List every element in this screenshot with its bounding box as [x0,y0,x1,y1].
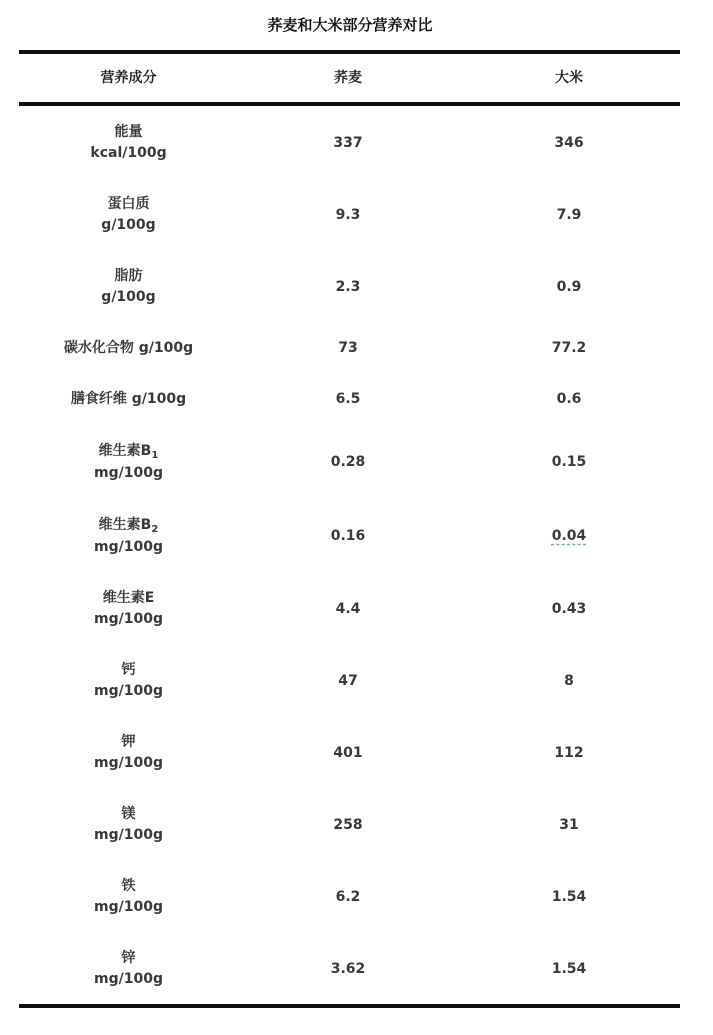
buckwheat-value: 337 [333,134,363,151]
nutrient-cell [19,107,238,179]
rice-value: 1.54 [551,960,587,977]
nutrient-name: 能量 [114,124,143,140]
nutrient-name: 钾 [121,734,136,750]
nutrient-cell [19,861,238,933]
nutrient-cell [19,373,238,425]
nutrient-unit: mg/100g [94,538,163,555]
rice-value: 0.9 [556,278,582,295]
rice-value: 77.2 [551,339,587,356]
buckwheat-value: 3.62 [330,960,366,977]
nutrient-unit: g/100g [101,289,156,305]
table-row [19,425,680,499]
nutrient-name: 锌 [121,950,136,966]
nutrient-name: 镁 [121,806,136,822]
nutrient-name: 铁 [121,878,136,894]
buckwheat-value: 2.3 [335,278,361,295]
nutrient-subscript: 1 [151,449,159,461]
rice-value: 0.43 [551,600,587,617]
nutrient-unit: mg/100g [94,683,163,699]
buckwheat-value: 401 [333,744,363,761]
nutrient-subscript: 2 [151,523,159,535]
table-row [19,933,680,1005]
nutrient-unit: g/100g [101,217,156,233]
header-rice: 大米 [555,69,583,86]
nutrient-name: 蛋白质 [107,196,150,212]
table-bottom-rule [19,1004,680,1008]
table-row [19,789,680,861]
nutrient-unit: mg/100g [94,971,163,987]
nutrient-cell [19,425,238,499]
buckwheat-value: 9.3 [335,206,361,223]
nutrient-name: 维生素B [98,442,152,459]
nutrient-name: 脂肪 [114,268,143,284]
nutrient-name: 膳食纤维 g/100g [70,390,187,407]
nutrient-unit: mg/100g [94,464,163,481]
rice-value: 8 [564,672,574,689]
nutrient-unit: mg/100g [94,899,163,915]
table-row [19,323,680,373]
nutrient-unit: mg/100g [94,611,163,627]
buckwheat-value: 4.4 [335,600,361,617]
nutrient-name: 碳水化合物 g/100g [63,339,194,356]
nutrient-cell [19,323,238,373]
rice-value: 0.6 [556,390,582,407]
nutrient-name: 维生素E [102,590,155,606]
nutrient-cell [19,179,238,251]
nutrient-name: 维生素B [98,516,152,533]
rice-value: 1.54 [551,888,587,905]
rice-value-text: 0.04 [551,527,587,544]
table-row [19,499,680,573]
table-header-row [19,54,680,102]
buckwheat-value: 6.2 [335,888,361,905]
table-row [19,373,680,425]
rice-value: 112 [554,744,584,761]
nutrient-name-line [99,441,159,463]
rice-value [458,499,680,573]
nutrient-unit: mg/100g [94,827,163,843]
table-header-rule [19,102,680,106]
nutrient-unit: kcal/100g [90,145,167,161]
header-buckwheat: 荞麦 [334,69,362,86]
rice-value: 31 [559,816,579,833]
nutrient-cell [19,789,238,861]
buckwheat-value: 47 [338,672,358,689]
nutrient-cell [19,573,238,645]
rice-value: 0.15 [551,453,587,470]
buckwheat-value: 0.28 [330,453,366,470]
nutrient-unit: mg/100g [94,755,163,771]
table-row [19,251,680,323]
nutrient-cell [19,645,238,717]
nutrient-cell [19,251,238,323]
nutrient-name-line [99,515,159,537]
table-title: 荞麦和大米部分营养对比 [267,16,433,34]
table-row [19,107,680,179]
table-row [19,861,680,933]
rice-value: 7.9 [556,206,582,223]
table-row [19,717,680,789]
nutrient-name: 钙 [121,662,136,678]
table-row [19,179,680,251]
nutrient-cell [19,717,238,789]
header-nutrient: 营养成分 [100,69,157,86]
buckwheat-value: 258 [333,816,363,833]
nutrient-cell [19,499,238,573]
nutrient-cell [19,933,238,1005]
buckwheat-value: 0.16 [330,527,366,544]
rice-value: 346 [554,134,584,151]
table-row [19,645,680,717]
buckwheat-value: 73 [338,339,358,356]
buckwheat-value: 6.5 [335,390,361,407]
table-row [19,573,680,645]
